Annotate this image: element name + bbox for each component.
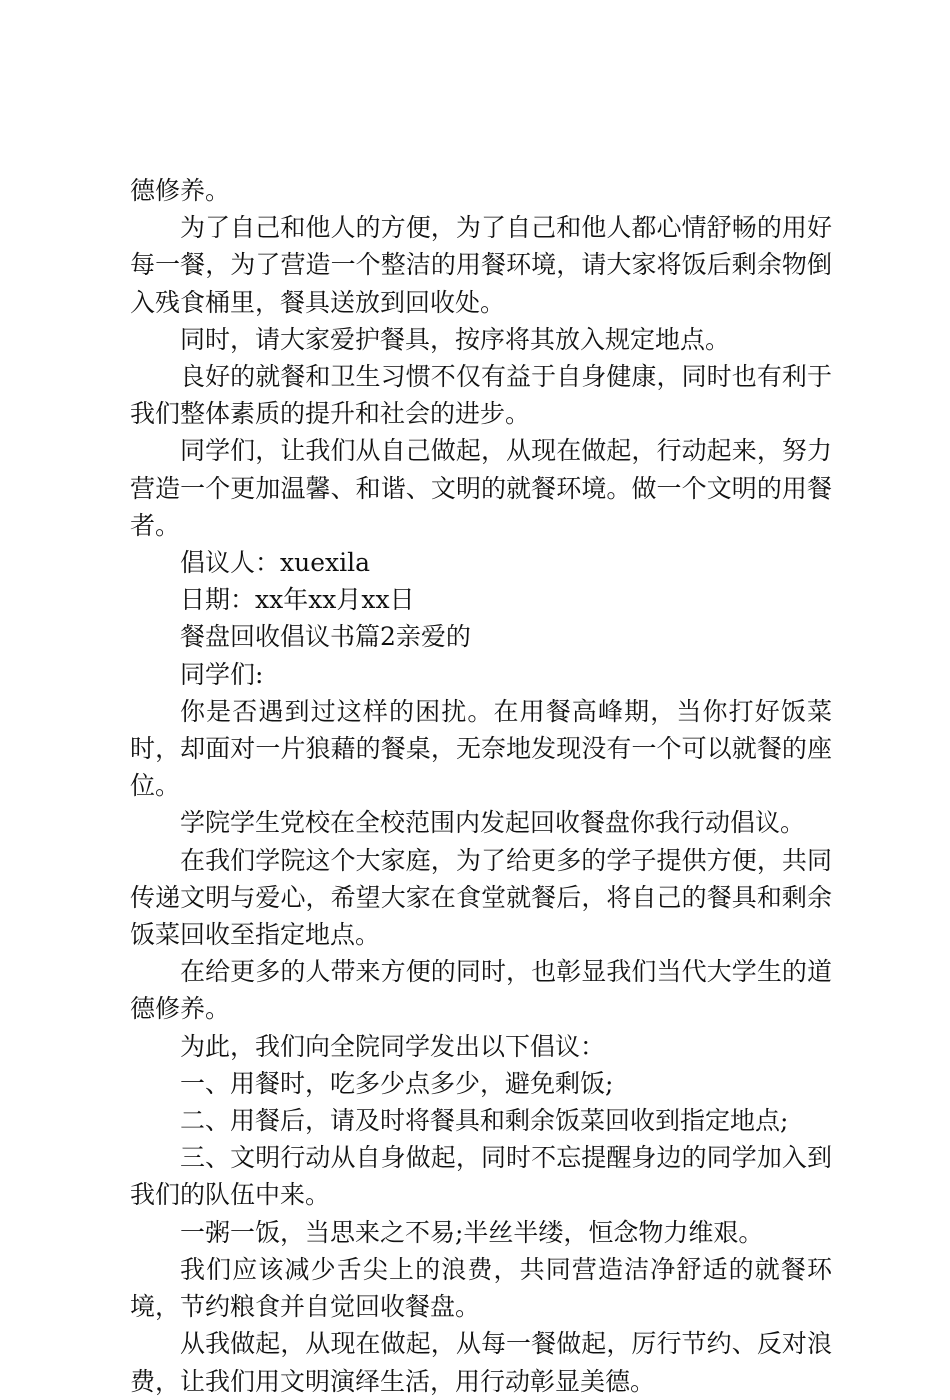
paragraph: 你是否遇到过这样的困扰。在用餐高峰期，当你打好饭菜时，却面对一片狼藉的餐桌，无奈地发现没有一个可以就餐的座位。: [130, 696, 832, 801]
proposer-line: 倡议人：xuexila: [180, 548, 370, 578]
paragraph: 为了自己和他人的方便，为了自己和他人都心情舒畅的用好每一餐，为了营造一个整洁的用餐环境，请大家将饭后剩余物倒入残食桶里，餐具送放到回收处。: [130, 213, 832, 317]
paragraph-continuation: 德修养。: [130, 176, 231, 205]
date-line: 日期：xx年xx月xx日: [180, 585, 415, 615]
paragraph: 在给更多的人带来方便的同时，也彰显我们当代大学生的道德修养。: [130, 957, 832, 1024]
paragraph: 一粥一饭，当思来之不易;半丝半缕，恒念物力维艰。: [180, 1217, 764, 1247]
paragraph: 同学们，让我们从自己做起，从现在做起，行动起来，努力营造一个更加温馨、和谐、文明的就餐环境。做一个文明的用餐者。: [130, 436, 832, 540]
paragraph: 我们应该减少舌尖上的浪费，共同营造洁净舒适的就餐环境，节约粮食并自觉回收餐盘。: [130, 1254, 832, 1322]
document-body: [130, 172, 832, 1400]
section-heading: 餐盘回收倡议书篇2亲爱的: [180, 622, 471, 652]
paragraph: 学院学生党校在全校范围内发起回收餐盘你我行动倡议。: [180, 808, 806, 838]
proposal-item: 一、用餐时，吃多少点多少，避免剩饭;: [180, 1068, 614, 1098]
paragraph: 在我们学院这个大家庭，为了给更多的学子提供方便，共同传递文明与爱心，希望大家在食堂就餐后，将自己的餐具和剩余饭菜回收至指定地点。: [130, 845, 832, 950]
paragraph: 为此，我们向全院同学发出以下倡议：: [180, 1031, 606, 1061]
salutation: 同学们:: [180, 659, 264, 689]
paragraph: 同时，请大家爱护餐具，按序将其放入规定地点。: [180, 324, 731, 354]
paragraph: 从我做起，从现在做起，从每一餐做起，厉行节约、反对浪费，让我们用文明演绎生活，用行动彰显美德。: [130, 1329, 832, 1396]
proposal-item: 三、文明行动从自身做起，同时不忘提醒身边的同学加入到我们的队伍中来。: [130, 1143, 832, 1210]
proposal-item: 二、用餐后，请及时将餐具和剩余饭菜回收到指定地点;: [180, 1106, 789, 1136]
paragraph: 良好的就餐和卫生习惯不仅有益于自身健康，同时也有利于我们整体素质的提升和社会的进步。: [130, 362, 832, 429]
